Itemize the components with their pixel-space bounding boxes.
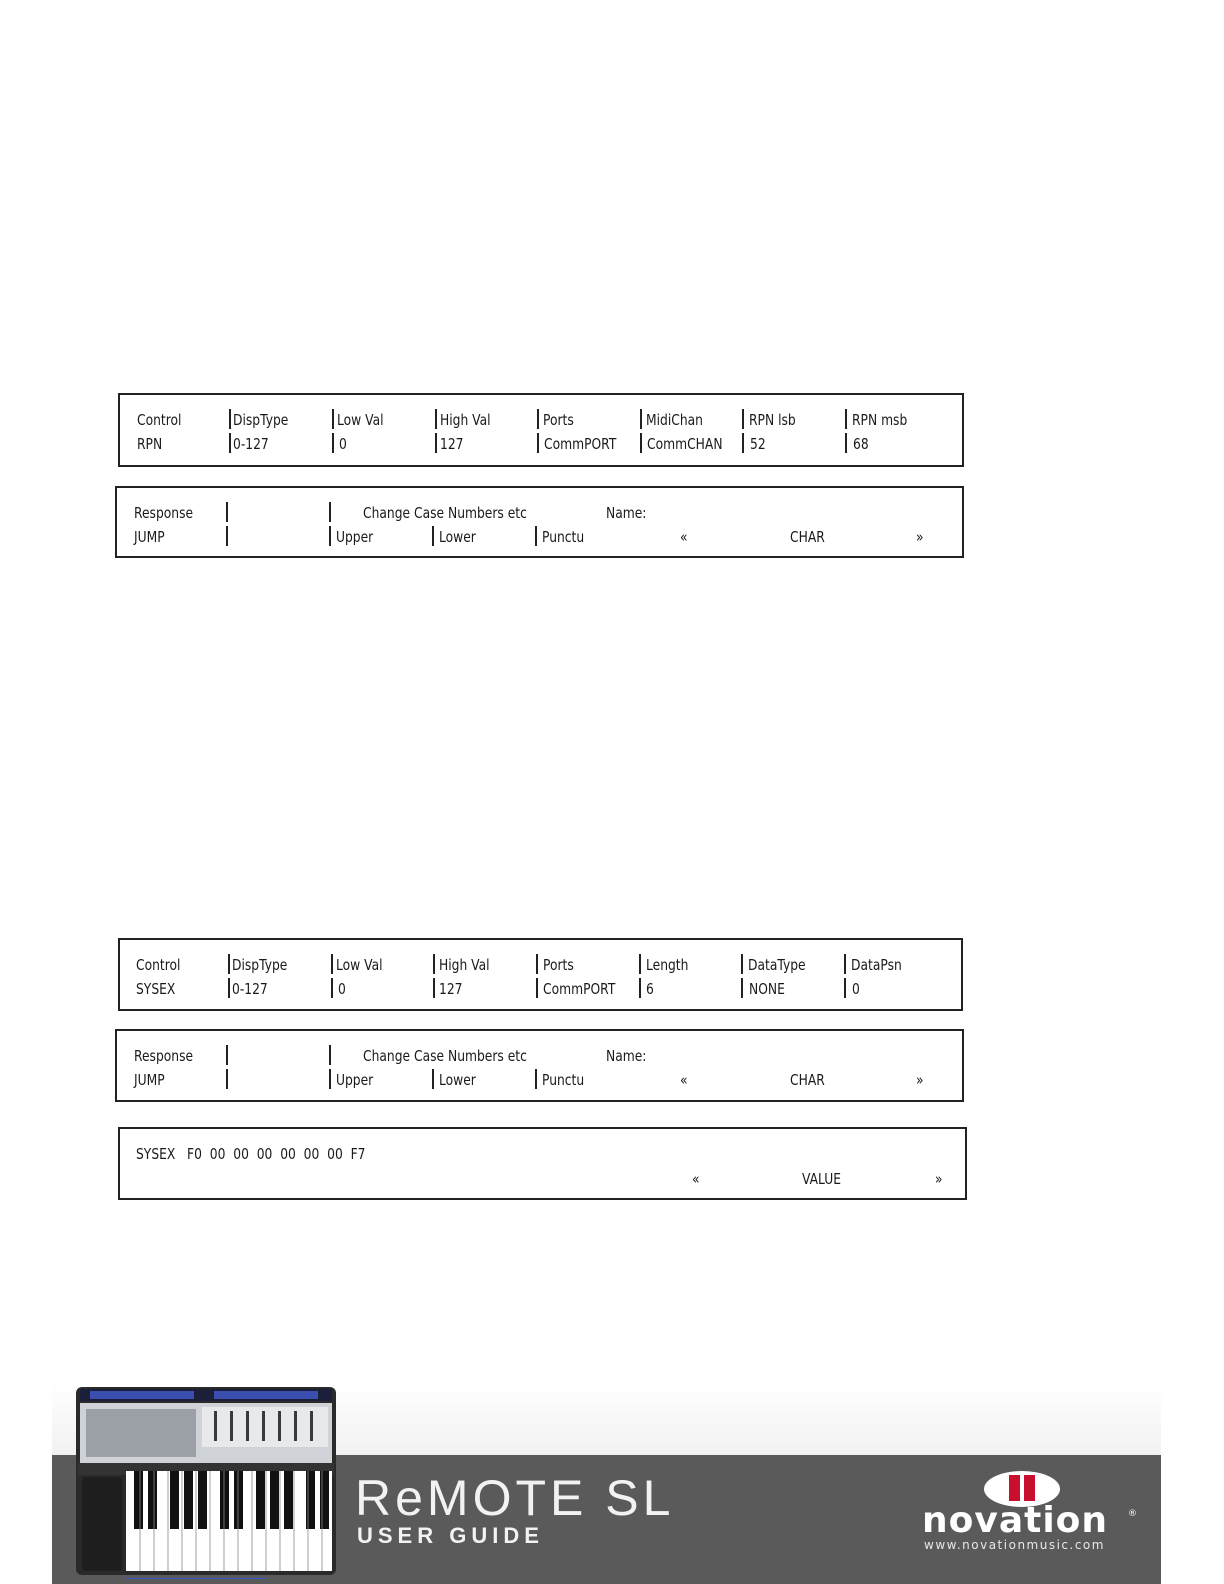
punctu-option: Punctu [542, 528, 585, 546]
header-rpn-lsb: RPN lsb [749, 411, 796, 429]
value-control: RPN [137, 435, 163, 453]
header-high-val: High Val [439, 956, 490, 974]
column-divider [435, 433, 437, 453]
value-low-val: 0 [339, 435, 347, 453]
value-label: VALUE [802, 1170, 842, 1188]
lower-option: Lower [439, 1071, 476, 1089]
value-datatype: NONE [749, 980, 785, 998]
column-divider [535, 1069, 537, 1089]
column-divider [433, 978, 435, 998]
column-divider [639, 978, 641, 998]
header-length: Length [646, 956, 689, 974]
header-datapsn: DataPsn [851, 956, 902, 974]
column-divider [536, 978, 538, 998]
column-divider [433, 954, 435, 974]
product-title: ReMOTE SL [355, 1470, 675, 1526]
column-divider [329, 1045, 331, 1065]
header-disptype: DispType [233, 411, 289, 429]
jump-value: JUMP [134, 1071, 165, 1089]
header-high-val: High Val [440, 411, 491, 429]
value-disptype: 0-127 [232, 980, 268, 998]
column-divider [435, 409, 437, 429]
header-rpn-msb: RPN msb [852, 411, 908, 429]
next-arrow-icon: » [916, 528, 924, 546]
jump-value: JUMP [134, 528, 165, 546]
header-ports: Ports [543, 411, 574, 429]
header-control: Control [136, 956, 181, 974]
column-divider [640, 433, 642, 453]
header-midichan: MidiChan [646, 411, 703, 429]
column-divider [640, 409, 642, 429]
upper-option: Upper [336, 528, 374, 546]
column-divider [536, 954, 538, 974]
brand-name: novation [922, 1500, 1109, 1541]
change-case-label: Change Case Numbers etc [363, 504, 527, 522]
punctu-option: Punctu [542, 1071, 585, 1089]
lcd-screen-sysex [118, 938, 963, 1011]
keyboard-product-image [74, 1385, 338, 1577]
header-low-val: Low Val [337, 411, 384, 429]
column-divider [331, 954, 333, 974]
column-divider [331, 978, 333, 998]
column-divider [229, 433, 231, 453]
column-divider [741, 978, 743, 998]
column-divider [329, 502, 331, 522]
column-divider [226, 526, 228, 546]
next-arrow-icon: » [935, 1170, 943, 1188]
char-label: CHAR [790, 1071, 825, 1089]
header-ports: Ports [543, 956, 574, 974]
column-divider [742, 409, 744, 429]
column-divider [329, 526, 331, 546]
value-disptype: 0-127 [233, 435, 269, 453]
value-datapsn: 0 [852, 980, 860, 998]
column-divider [741, 954, 743, 974]
brand-url: www.novationmusic.com [924, 1538, 1105, 1552]
value-high-val: 127 [439, 980, 463, 998]
column-divider [844, 954, 846, 974]
prev-arrow-icon: « [680, 528, 688, 546]
column-divider [226, 1045, 228, 1065]
column-divider [332, 433, 334, 453]
product-subtitle: USER GUIDE [357, 1523, 544, 1548]
header-control: Control [137, 411, 182, 429]
change-case-label: Change Case Numbers etc [363, 1047, 527, 1065]
value-low-val: 0 [338, 980, 346, 998]
value-control: SYSEX [136, 980, 176, 998]
column-divider [332, 409, 334, 429]
lcd-screen-name-rpn [115, 486, 964, 558]
lcd-screen-rpn [118, 393, 964, 467]
header-low-val: Low Val [336, 956, 383, 974]
name-label: Name: [606, 504, 647, 522]
column-divider [432, 526, 434, 546]
column-divider [639, 954, 641, 974]
sysex-string: SYSEX F0 00 00 00 00 00 00 F7 [136, 1145, 366, 1163]
value-length: 6 [646, 980, 654, 998]
char-label: CHAR [790, 528, 825, 546]
column-divider [537, 409, 539, 429]
column-divider [228, 978, 230, 998]
column-divider [845, 409, 847, 429]
column-divider [329, 1069, 331, 1089]
lcd-screen-name-sysex [115, 1029, 964, 1102]
column-divider [226, 1069, 228, 1089]
value-high-val: 127 [440, 435, 464, 453]
header-disptype: DispType [232, 956, 288, 974]
column-divider [226, 502, 228, 522]
response-label: Response [134, 504, 194, 522]
value-rpn-lsb: 52 [750, 435, 766, 453]
value-ports: CommPORT [544, 435, 617, 453]
column-divider [535, 526, 537, 546]
column-divider [844, 978, 846, 998]
column-divider [229, 409, 231, 429]
header-datatype: DataType [748, 956, 806, 974]
prev-arrow-icon: « [692, 1170, 700, 1188]
prev-arrow-icon: « [680, 1071, 688, 1089]
registered-mark-icon: ® [1128, 1509, 1137, 1519]
upper-option: Upper [336, 1071, 374, 1089]
bottom-link-underline [126, 1578, 266, 1579]
column-divider [742, 433, 744, 453]
value-ports: CommPORT [543, 980, 616, 998]
value-midichan: CommCHAN [647, 435, 723, 453]
column-divider [432, 1069, 434, 1089]
response-label: Response [134, 1047, 194, 1065]
next-arrow-icon: » [916, 1071, 924, 1089]
lcd-screen-sysex-string [118, 1127, 967, 1200]
lower-option: Lower [439, 528, 476, 546]
value-rpn-msb: 68 [853, 435, 869, 453]
name-label: Name: [606, 1047, 647, 1065]
column-divider [537, 433, 539, 453]
column-divider [228, 954, 230, 974]
column-divider [845, 433, 847, 453]
